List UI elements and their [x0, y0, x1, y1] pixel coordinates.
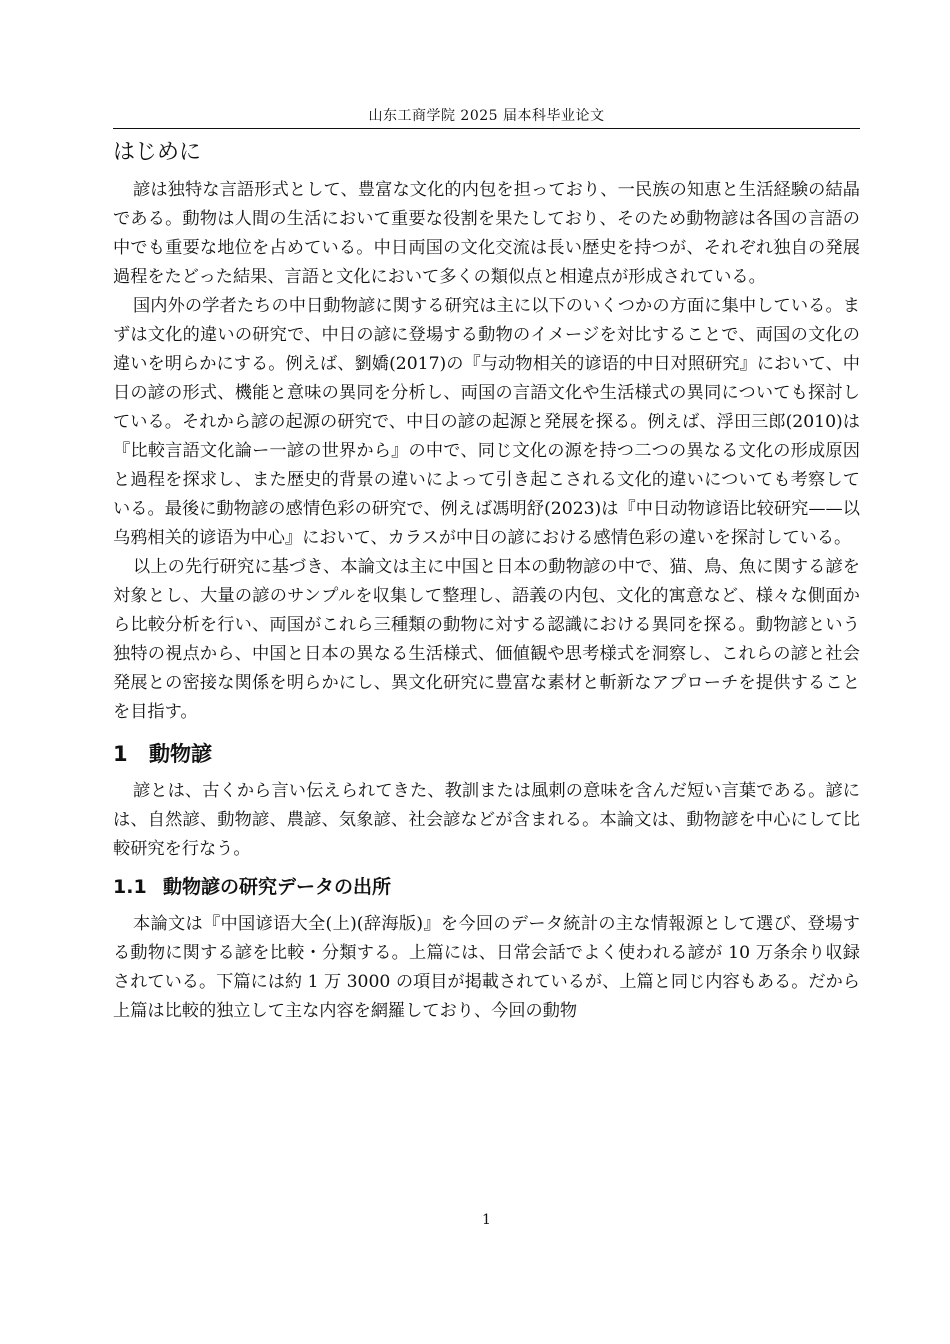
intro-heading: はじめに	[113, 140, 202, 165]
intro-paragraph-1: 諺は独特な言語形式として、豊富な文化的内包を担っており、一民族の知恵と生活経験の結晶である。動物は人間の生活において重要な役割を果たしており、そのため動物諺は各国の言語の中でも重要な地位を占めている。中日両国の文化交流は長い歴史を持つが、それぞれ独自の発展過程をたどった結果、言語と文化において多くの類似点と相違点が形成されている。	[113, 180, 860, 287]
section-1-1-title: 動物諺の研究データの出所	[163, 876, 392, 898]
section-1-title: 動物諺	[149, 742, 212, 766]
page-content	[113, 130, 860, 1026]
section-1-number: 1	[113, 742, 128, 766]
header-rule	[113, 128, 860, 129]
page-number: 1	[482, 1212, 491, 1228]
running-header: 山东工商学院 2025 届本科毕业论文	[368, 108, 605, 124]
section-1-paragraph-1: 諺とは、古くから言い伝えられてきた、教訓または風刺の意味を含んだ短い言葉である。諺には、自然諺、動物諺、農諺、気象諺、社会諺などが含まれる。本論文は、動物諺を中心にして比較研究を行なう。	[113, 781, 860, 859]
section-1-heading	[113, 739, 860, 769]
intro-paragraph-2: 国内外の学者たちの中日動物諺に関する研究は主に以下のいくつかの方面に集中している。まずは文化的違いの研究で、中日の諺に登場する動物のイメージを対比することで、両国の文化の違いを明らかにする。例えば、劉嬌(2017)の『与动物相关的谚语的中日对照研究』において、中日の諺の形式、機能と意味の異同を分析し、両国の言語文化や生活様式の異同についても探討している。それから諺の起源の研究で、中日の諺の起源と発展を探る。例えば、浮田三郎(2010)は『比較言語文化論ー一諺の世界から』の中で、同じ文化の源を持つ二つの異なる文化の形成原因と過程を探求し、また歴史的背景の違いによって引き起こされる文化的違いについても考察している。最後に動物諺の感情色彩の研究で、例えば馮明舒(2023)は『中日动物谚语比较研究——以乌鸦相关的谚语为中心』において、カラスが中日の諺における感情色彩の違いを探討している。	[113, 296, 860, 548]
section-1-1-heading	[113, 872, 860, 902]
intro-paragraph-3: 以上の先行研究に基づき、本論文は主に中国と日本の動物諺の中で、猫、鳥、魚に関する諺を対象とし、大量の諺のサンプルを収集して整理し、語義の内包、文化的寓意など、様々な側面から比較分析を行い、両国がこれら三種類の動物に対する認識における異同を探る。動物諺という独特の視点から、中国と日本の異なる生活様式、価値観や思考様式を洞察し、これらの諺と社会発展との密接な関係を明らかにし、異文化研究に豊富な素材と斬新なアプローチを提供することを目指す。	[113, 557, 860, 722]
section-1-1-number: 1.1	[113, 876, 147, 898]
section-1-1-paragraph-1: 本論文は『中国谚语大全(上)(辞海版)』を今回のデータ統計の主な情報源として選び、登場する動物に関する諺を比較・分類する。上篇には、日常会話でよく使われる諺が 10 万条余り収録されている。下篇には約 1 万 3000 の項目が掲載されているが、上篇と同じ内容もある。だから上篇は比較的独立して主な内容を網羅しており、今回の動物	[113, 914, 860, 1021]
